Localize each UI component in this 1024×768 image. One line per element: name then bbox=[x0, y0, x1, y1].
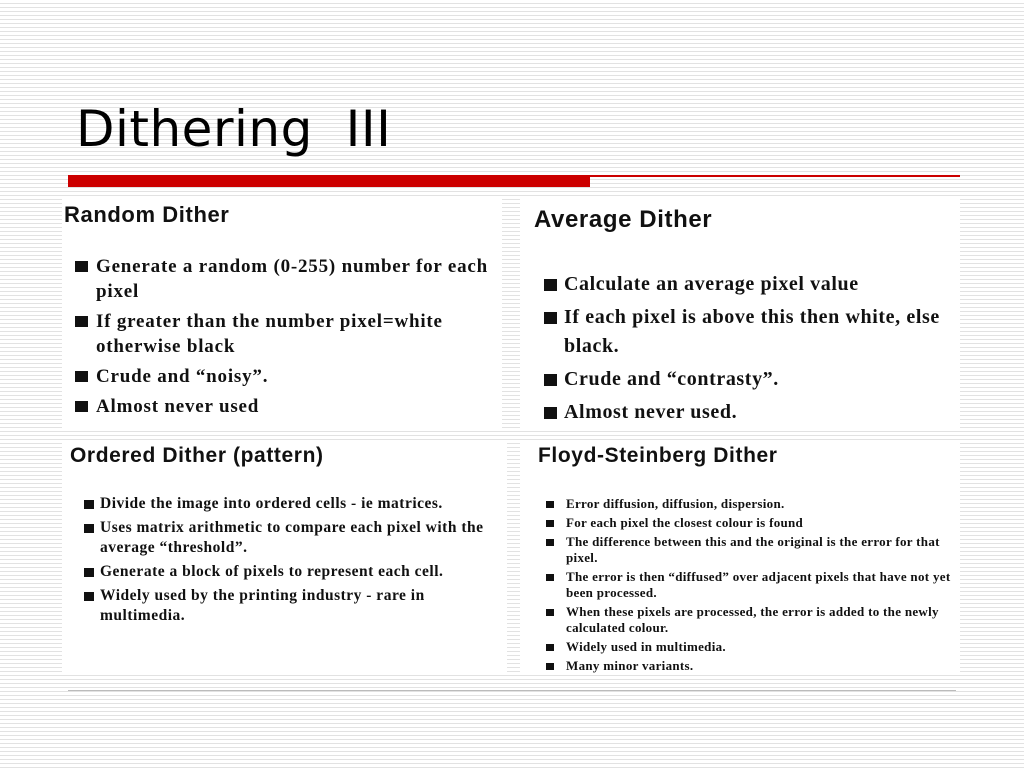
bullet-text: Calculate an average pixel value bbox=[564, 273, 859, 295]
bullet-text: Widely used in multimedia. bbox=[566, 639, 726, 654]
bullet-square-icon bbox=[546, 501, 554, 508]
floyd-steinberg-dither-panel bbox=[520, 440, 960, 675]
bullet-text: Almost never used. bbox=[564, 401, 738, 423]
bullet-square-icon bbox=[544, 312, 557, 324]
bullet-text: The difference between this and the original is the error for that pixel. bbox=[566, 534, 940, 565]
bullet-text: The error is then “diffused” over adjacent pixels that have not yet been processed. bbox=[566, 569, 951, 600]
floyd-steinberg-dither-list bbox=[520, 496, 960, 674]
slide-title: Dithering III bbox=[76, 100, 392, 158]
bullet-square-icon bbox=[75, 261, 88, 272]
bullet-text: Almost never used bbox=[96, 396, 260, 417]
title-underline-thin bbox=[590, 175, 960, 177]
bullet-text: Crude and “noisy”. bbox=[96, 366, 269, 387]
list-item bbox=[62, 309, 502, 359]
ordered-dither-panel bbox=[62, 440, 507, 675]
bullet-text: Many minor variants. bbox=[566, 658, 694, 673]
list-item bbox=[62, 494, 507, 514]
list-item bbox=[520, 303, 960, 361]
list-item bbox=[520, 639, 960, 655]
bullet-text: Divide the image into ordered cells - ie matrices. bbox=[100, 495, 443, 512]
bullet-text: For each pixel the closest colour is found bbox=[566, 515, 804, 530]
bullet-square-icon bbox=[84, 500, 94, 509]
bullet-square-icon bbox=[546, 520, 554, 527]
average-dither-heading: Average Dither bbox=[534, 206, 713, 233]
random-dither-panel bbox=[62, 196, 502, 428]
bullet-text: Widely used by the printing industry - rare in multimedia. bbox=[100, 587, 425, 624]
bullet-square-icon bbox=[84, 524, 94, 533]
list-item bbox=[520, 604, 960, 636]
list-item bbox=[520, 515, 960, 531]
random-dither-list bbox=[62, 254, 502, 419]
list-item bbox=[520, 658, 960, 674]
list-item bbox=[62, 518, 507, 558]
bullet-text: Crude and “contrasty”. bbox=[564, 368, 779, 390]
bullet-square-icon bbox=[546, 574, 554, 581]
bullet-square-icon bbox=[544, 374, 557, 386]
list-item bbox=[520, 365, 960, 394]
list-item bbox=[62, 394, 502, 419]
average-dither-list bbox=[520, 270, 960, 427]
list-item bbox=[62, 562, 507, 582]
bullet-square-icon bbox=[546, 609, 554, 616]
bullet-text: Error diffusion, diffusion, dispersion. bbox=[566, 496, 785, 511]
ordered-dither-heading: Ordered Dither (pattern) bbox=[70, 444, 324, 467]
title-underline-thick bbox=[68, 175, 590, 187]
bullet-text: Uses matrix arithmetic to compare each pixel with the average “threshold”. bbox=[100, 519, 484, 556]
bullet-square-icon bbox=[544, 279, 557, 291]
bullet-text: If greater than the number pixel=white otherwise black bbox=[96, 311, 443, 357]
bullet-square-icon bbox=[75, 371, 88, 382]
list-item bbox=[62, 254, 502, 304]
bullet-square-icon bbox=[75, 316, 88, 327]
list-item bbox=[520, 534, 960, 566]
bullet-text: When these pixels are processed, the error is added to the newly calculated colour. bbox=[566, 604, 939, 635]
list-item bbox=[520, 398, 960, 427]
bullet-square-icon bbox=[546, 539, 554, 546]
bullet-square-icon bbox=[546, 663, 554, 670]
bullet-text: If each pixel is above this then white, else black. bbox=[564, 306, 940, 357]
list-item bbox=[520, 270, 960, 299]
bullet-text: Generate a random (0-255) number for each pixel bbox=[96, 256, 488, 302]
bullet-square-icon bbox=[544, 407, 557, 419]
bullet-text: Generate a block of pixels to represent each cell. bbox=[100, 563, 444, 580]
list-item bbox=[520, 496, 960, 512]
bullet-square-icon bbox=[84, 568, 94, 577]
random-dither-heading: Random Dither bbox=[64, 202, 230, 227]
bullet-square-icon bbox=[75, 401, 88, 412]
average-dither-panel bbox=[520, 196, 960, 428]
bullet-square-icon bbox=[84, 592, 94, 601]
ordered-dither-list bbox=[62, 494, 507, 626]
list-item bbox=[520, 569, 960, 601]
footer-divider bbox=[68, 690, 956, 691]
floyd-steinberg-dither-heading: Floyd-Steinberg Dither bbox=[538, 444, 778, 467]
bullet-square-icon bbox=[546, 644, 554, 651]
list-item bbox=[62, 364, 502, 389]
list-item bbox=[62, 586, 507, 626]
